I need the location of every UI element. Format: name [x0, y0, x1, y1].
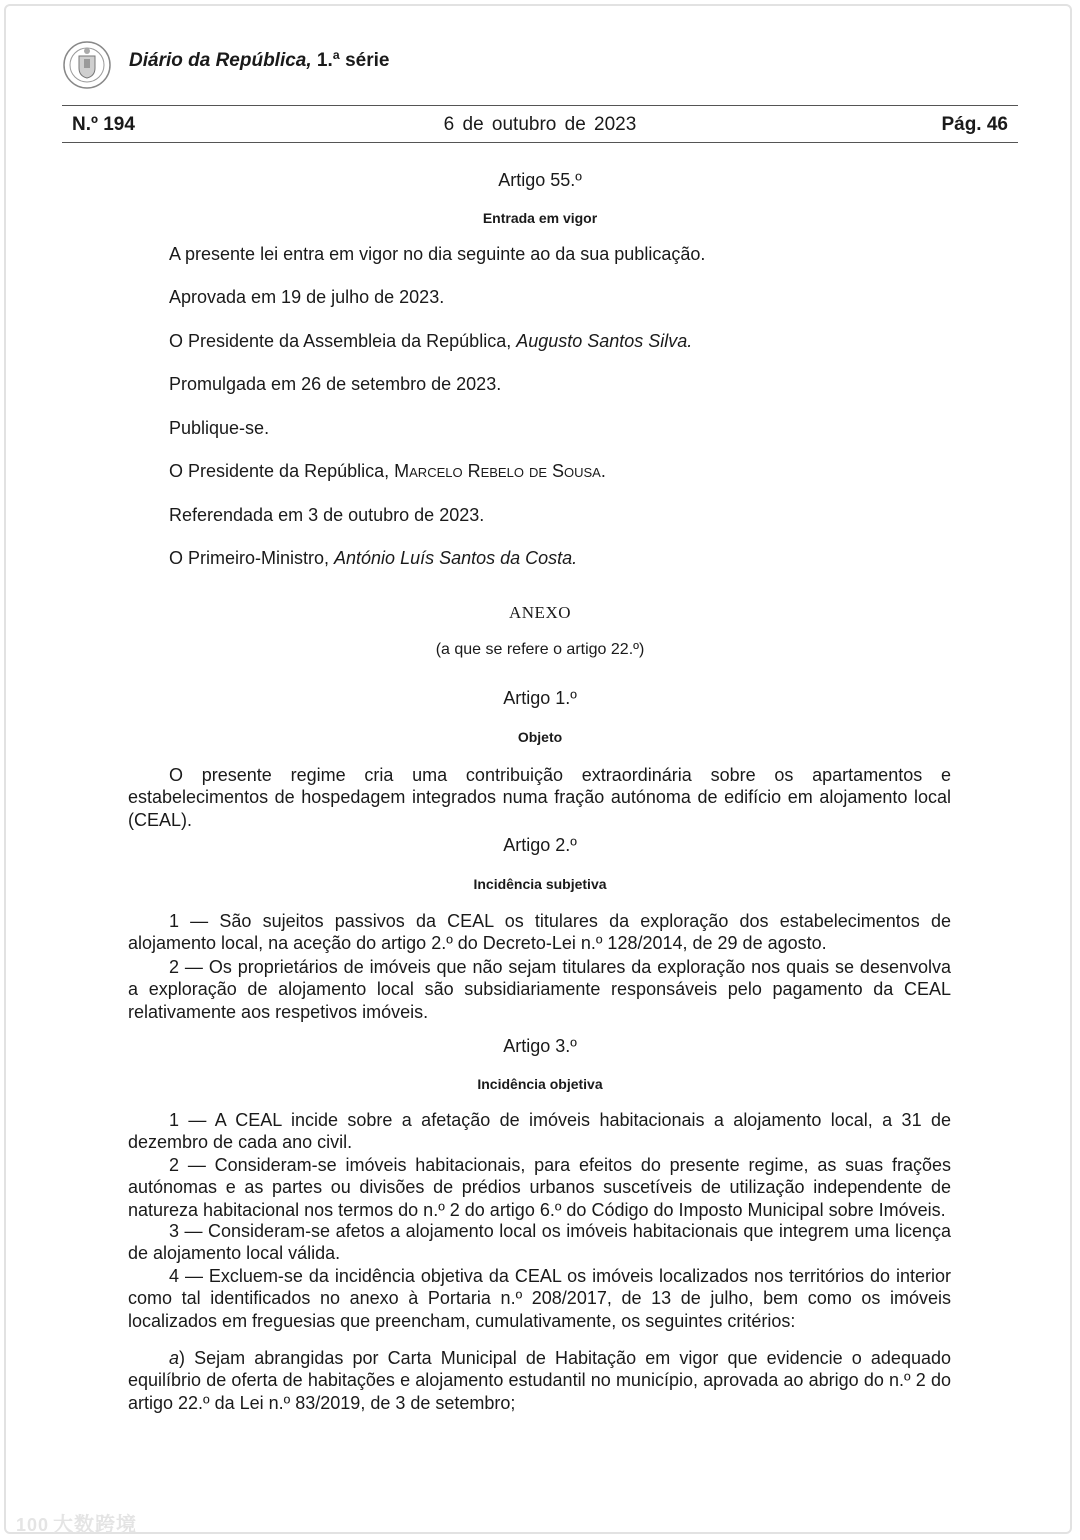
journal-title: [129, 50, 389, 72]
republic-president-name: Marcelo Rebelo de Sousa.: [394, 461, 606, 481]
republic-president-prefix: O Presidente da República,: [169, 461, 395, 481]
coat-of-arms-seal: [62, 40, 112, 90]
paragraph-a-text: ) Sejam abrangidas por Carta Municipal de Habitação em vigor que evidencie o adequado equilíbrio de oferta de habitações e alojamento estudantil no município, aprovada ao abrigo do n.º 2 do artigo 22.º da Lei n.º 83/2019, de 3 de setembro;: [128, 1348, 951, 1413]
article-3-paragraph-1: 1 — A CEAL incide sobre a afetação de imóveis habitacionais a alojamento local, a 31 de dezembro de cada ano civil.: [128, 1110, 951, 1153]
approved-line: Aprovada em 19 de julho de 2023.: [169, 287, 445, 307]
page-number: Pág. 46: [941, 114, 1008, 135]
watermark-logo: 100: [16, 1515, 50, 1535]
article-3-paragraph-a: [128, 1347, 951, 1414]
header-rule-bottom: [62, 142, 1018, 143]
article-3-paragraph-3: 3 — Consideram-se afetos a alojamento local os imóveis habitacionais que integrem uma licença de alojamento local válida.: [128, 1221, 951, 1264]
article-3-heading: Artigo 3.º: [503, 1036, 577, 1056]
article-1-text: O presente regime cria uma contribuição extraordinária sobre os apartamentos e estabelecimentos de hospedagem integrados numa fração autónoma de edifício em alojamento local (CEAL).: [128, 765, 951, 830]
article-3-paragraph-4: 4 — Excluem-se da incidência objetiva da CEAL os imóveis localizados nos territórios do interior como tal identificados no anexo à Portaria n.º 208/2017, de 13 de julho, bem como os imóveis localizados em freguesias que preencham, cumulativamente, os seguintes critérios:: [128, 1266, 951, 1331]
watermark: [16, 1508, 137, 1537]
article-55-title: Entrada em vigor: [482, 210, 598, 226]
annex-reference: (a que se refere o artigo 22.º): [435, 641, 645, 658]
article-55-heading: Artigo 55.º: [498, 170, 582, 190]
journal-series: 1.ª série: [311, 50, 390, 71]
promulgated-line: Promulgada em 26 de setembro de 2023.: [169, 374, 502, 394]
annex-title: ANEXO: [509, 603, 571, 622]
article-3-paragraph-2: 2 — Consideram-se imóveis habitacionais, para efeitos do presente regime, as suas frações autónomas e as partes ou divisões de prédios urbanos suscetíveis de utilização independente de natureza habitacional nos termos do n.º 2 do artigo 6.º do Código do Imposto Municipal sobre Imóveis.: [128, 1155, 951, 1220]
issue-date: 6 de outubro de 2023: [443, 114, 637, 135]
watermark-text: 大数跨境: [53, 1514, 138, 1536]
article-2-heading: Artigo 2.º: [503, 835, 577, 855]
article-1-heading: Artigo 1.º: [503, 688, 577, 708]
prime-minister-name: António Luís Santos da Costa.: [334, 548, 578, 568]
paragraph-a-letter: a: [169, 1348, 180, 1368]
referenced-line: Referendada em 3 de outubro de 2023.: [169, 505, 485, 525]
article-2-title: Incidência subjetiva: [473, 876, 607, 892]
journal-name: Diário da República,: [129, 50, 312, 71]
issue-number: N.º 194: [72, 114, 135, 135]
article-55-text: A presente lei entra em vigor no dia seguinte ao da sua publicação.: [169, 244, 706, 264]
assembly-president-name: Augusto Santos Silva.: [516, 331, 693, 351]
republic-president-line: [169, 461, 606, 482]
publish-line: Publique-se.: [169, 418, 270, 438]
article-1-title: Objeto: [517, 729, 563, 745]
article-2-paragraph-2: 2 — Os proprietários de imóveis que não sejam titulares da exploração nos quais se desenvolva a exploração de alojamento local são subsidiariamente responsáveis pelo pagamento da CEAL relativamente aos respetivos imóveis.: [128, 957, 951, 1022]
assembly-president-line: [169, 331, 692, 352]
prime-minister-prefix: O Primeiro-Ministro,: [169, 548, 335, 568]
assembly-president-prefix: O Presidente da Assembleia da República,: [169, 331, 517, 351]
article-3-title: Incidência objetiva: [477, 1076, 603, 1092]
article-2-paragraph-1: 1 — São sujeitos passivos da CEAL os titulares da exploração dos estabelecimentos de alojamento local, na aceção do artigo 2.º do Decreto-Lei n.º 128/2014, de 29 de agosto.: [128, 911, 951, 954]
prime-minister-line: [169, 548, 577, 569]
header-rule-top: [62, 105, 1018, 106]
